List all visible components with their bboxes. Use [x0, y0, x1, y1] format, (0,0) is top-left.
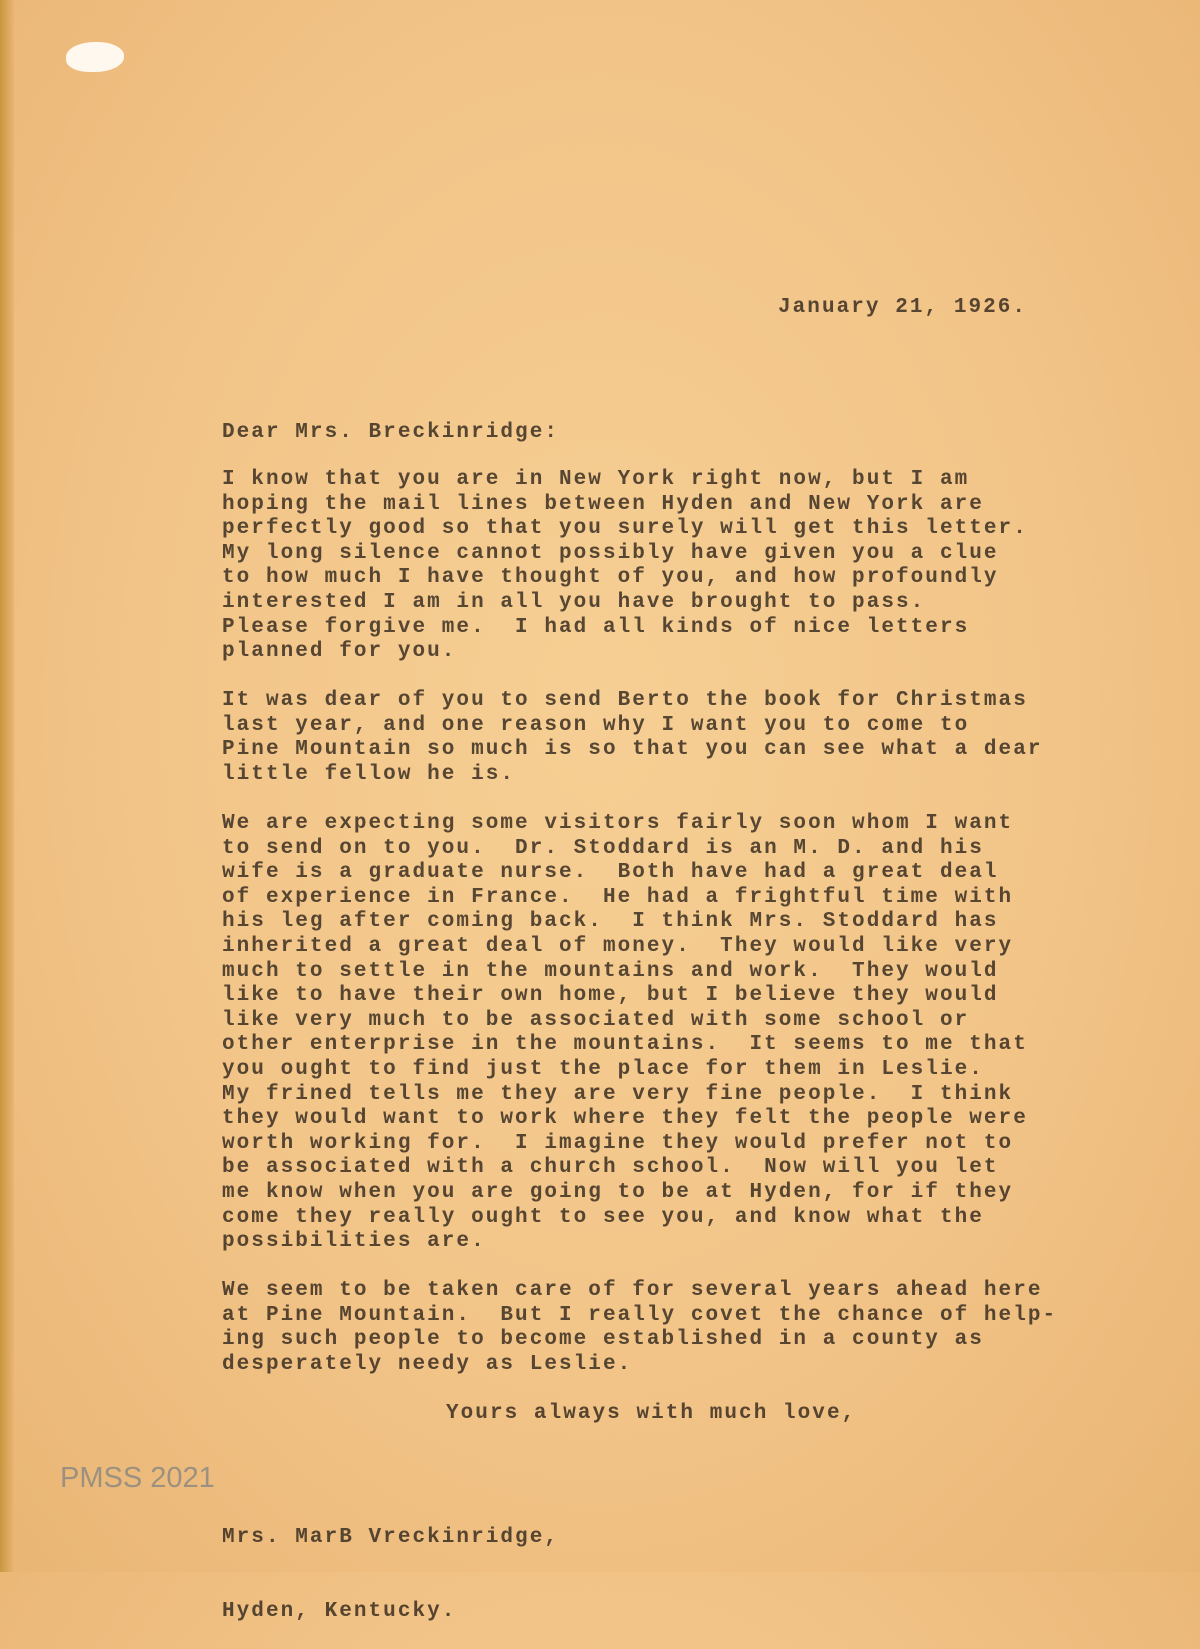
letter-line: interested I am in all you have brought to pass.	[222, 590, 926, 614]
letter-line: Pine Mountain so much is so that you can see what a dear	[222, 738, 1043, 762]
paragraph-1	[222, 468, 1028, 665]
addressee-location: Hyden, Kentucky.	[222, 1599, 457, 1623]
letter-line: you ought to find just the place for them in Leslie.	[222, 1057, 984, 1081]
letter-line: Please forgive me. I had all kinds of nice letters	[222, 615, 970, 639]
letter-line: possibilities are.	[222, 1230, 486, 1254]
watermark: PMSS 2021	[60, 1462, 215, 1494]
letter-line: worth working for. I imagine they would prefer not to	[222, 1131, 1014, 1155]
tape-mark	[66, 42, 124, 72]
letter-line: desperately needy as Leslie.	[222, 1352, 633, 1376]
letter-line: wife is a graduate nurse. Both have had a great deal	[222, 861, 999, 885]
letter-line: little fellow he is.	[222, 762, 516, 786]
letter-line: other enterprise in the mountains. It seems to me that	[222, 1033, 1028, 1057]
letter-line: of experience in France. He had a frightful time with	[222, 885, 1014, 909]
letter-line: like very much to be associated with some school or	[222, 1008, 970, 1032]
closing: Yours always with much love,	[446, 1402, 857, 1425]
letter-line: ing such people to become established in a county as	[222, 1328, 984, 1352]
letter-line: It was dear of you to send Berto the book for Christmas	[222, 689, 1028, 712]
letter-date: January 21, 1926.	[778, 296, 1028, 319]
letter-line: be associated with a church school. Now will you let	[222, 1156, 999, 1180]
letter-line: inherited a great deal of money. They would like very	[222, 934, 1014, 958]
letter-line: My frined tells me they are very fine people. I think	[222, 1082, 1014, 1106]
paragraph-3	[222, 812, 1028, 1255]
letter-line: We seem to be taken care of for several years ahead here	[222, 1279, 1043, 1302]
letter-line: to how much I have thought of you, and how profoundly	[222, 566, 999, 590]
letter-line: they would want to work where they felt the people were	[222, 1107, 1028, 1131]
letter-line: I know that you are in New York right now, but I am	[222, 468, 970, 491]
letter-line: planned for you.	[222, 640, 457, 664]
addressee-block	[222, 1477, 559, 1649]
letter-line: hoping the mail lines between Hyden and New York are	[222, 492, 984, 516]
addressee-name: Mrs. MarB Vreckinridge,	[222, 1526, 559, 1550]
letter-line: at Pine Mountain. But I really covet the chance of help-	[222, 1303, 1058, 1327]
paper-edge	[0, 0, 14, 1572]
letter-line: much to settle in the mountains and work. They would	[222, 959, 999, 983]
letter-line: We are expecting some visitors fairly soon whom I want	[222, 812, 1014, 835]
letter-line: perfectly good so that you surely will get this letter.	[222, 517, 1028, 541]
paragraph-4	[222, 1279, 1057, 1377]
paragraph-2	[222, 689, 1043, 787]
letter-line: come they really ought to see you, and know what the	[222, 1205, 984, 1229]
greeting: Dear Mrs. Breckinridge:	[222, 421, 559, 444]
letter-line: like to have their own home, but I believe they would	[222, 984, 999, 1008]
letter-line: to send on to you. Dr. Stoddard is an M. D. and his	[222, 836, 984, 860]
letter-line: last year, and one reason why I want you to come to	[222, 713, 970, 737]
letter-line: his leg after coming back. I think Mrs. Stoddard has	[222, 910, 999, 934]
letter-line: My long silence cannot possibly have given you a clue	[222, 541, 999, 565]
letter-line: me know when you are going to be at Hyden, for if they	[222, 1180, 1014, 1204]
